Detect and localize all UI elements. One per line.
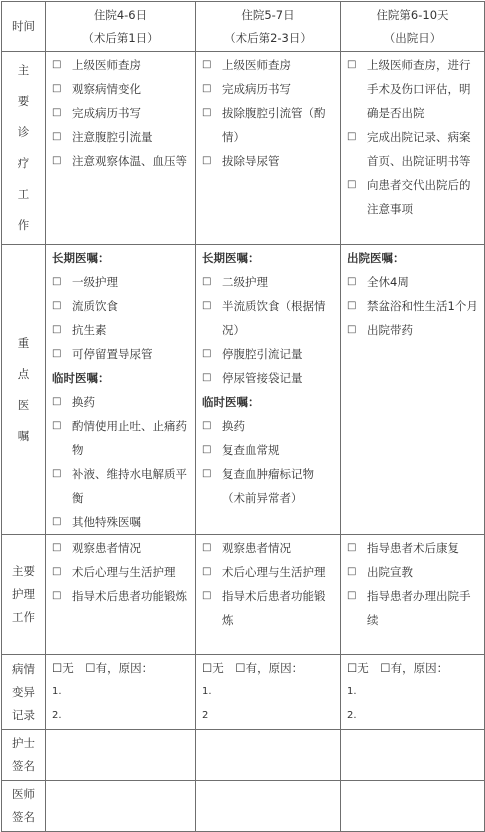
list-item-text: 流质饮食 xyxy=(72,299,118,313)
checkbox-icon: □ xyxy=(52,516,62,527)
nursing-col1 xyxy=(46,535,196,655)
row-label-line: 签名 xyxy=(12,759,35,773)
nursing-row xyxy=(2,535,485,655)
checkbox-icon: □ xyxy=(202,468,212,479)
list-item-text: 酌情使用止吐、止痛药物 xyxy=(72,419,187,457)
orders-row xyxy=(2,245,485,535)
list-item-text: 换药 xyxy=(222,419,245,433)
list-item xyxy=(347,318,480,342)
list-item-text: 可停留置导尿管 xyxy=(72,347,153,361)
list-item-text: 半流质饮食（根据情况） xyxy=(222,299,326,337)
variance-choice: ☐无 ☐有，原因： xyxy=(347,661,449,675)
list-item xyxy=(347,125,480,173)
list-item xyxy=(52,53,191,77)
checkbox-icon: □ xyxy=(202,155,212,166)
row-label-line: 主要 xyxy=(12,564,35,578)
row-label-line: 疗 xyxy=(17,156,30,170)
long-term-orders-list xyxy=(202,270,336,390)
checkbox-icon: □ xyxy=(52,420,62,431)
list-item-text: 二级护理 xyxy=(222,275,268,289)
row-label-line: 工作 xyxy=(12,610,35,624)
doctor-sign-row xyxy=(2,781,485,832)
list-item xyxy=(202,438,336,462)
diagnosis-col2 xyxy=(196,52,341,245)
list-item-text: 术后心理与生活护理 xyxy=(222,565,326,579)
list-item-text: 指导术后患者功能锻炼 xyxy=(72,589,187,603)
discharge-orders-list xyxy=(347,270,480,342)
row-label-line: 嘱 xyxy=(17,428,30,443)
diagnosis-row xyxy=(2,52,485,245)
checkbox-icon: □ xyxy=(202,276,212,287)
long-term-orders-title: 长期医嘱： xyxy=(52,251,110,265)
row-label-line: 医 xyxy=(17,397,30,412)
row-label-line: 要 xyxy=(17,94,30,108)
diagnosis-col1 xyxy=(46,52,196,245)
checkbox-icon: □ xyxy=(347,590,357,601)
checkbox-icon: □ xyxy=(202,444,212,455)
list-item-text: 上级医师查房 xyxy=(72,58,141,72)
header-row xyxy=(2,2,485,52)
nurse-sign-col3 xyxy=(341,730,485,781)
list-item-text: 全休4周 xyxy=(367,275,409,289)
list-item-text: 复查血常规 xyxy=(222,443,280,457)
checkbox-icon: □ xyxy=(202,107,212,118)
list-item-text: 出院带药 xyxy=(367,323,413,337)
checkbox-icon: □ xyxy=(202,542,212,553)
list-item-text: 禁盆浴和性生活1个月 xyxy=(367,299,478,313)
list-item xyxy=(347,560,480,584)
discharge-orders-title: 出院医嘱： xyxy=(347,251,405,265)
list-item-text: 指导患者办理出院手续 xyxy=(367,589,471,627)
list-item xyxy=(347,270,480,294)
list-item-text: 完成出院记录、病案首页、出院证明书等 xyxy=(367,130,471,168)
list-item-text: 观察患者情况 xyxy=(222,541,291,555)
list-item xyxy=(52,125,191,149)
list-item-text: 拔除导尿管 xyxy=(222,154,280,168)
list-item xyxy=(347,53,480,125)
nursing-col3 xyxy=(341,535,485,655)
list-item xyxy=(52,536,191,560)
list-item xyxy=(52,342,191,366)
list-item-text: 一级护理 xyxy=(72,275,118,289)
list-item xyxy=(202,77,336,101)
checkbox-icon: □ xyxy=(52,155,62,166)
checkbox-icon: □ xyxy=(347,59,357,70)
variance-col3 xyxy=(341,655,485,730)
list-item-text: 注意腹腔引流量 xyxy=(72,130,153,144)
list-item-text: 其他特殊医嘱 xyxy=(72,515,141,529)
checkbox-icon: □ xyxy=(52,396,62,407)
checkbox-icon: □ xyxy=(52,131,62,142)
list-item-text: 复查血肿瘤标记物（术前异常者） xyxy=(222,467,314,505)
row-label-line: 主 xyxy=(17,63,30,77)
row-label-line: 作 xyxy=(17,218,30,232)
list-item-text: 上级医师查房 xyxy=(222,58,291,72)
list-item xyxy=(52,584,191,608)
checkbox-icon: □ xyxy=(52,324,62,335)
list-item xyxy=(52,390,191,414)
list-item xyxy=(202,462,336,510)
time-header: 时间 xyxy=(2,2,46,52)
checkbox-icon: □ xyxy=(347,179,357,190)
orders-col2 xyxy=(196,245,341,535)
checkbox-icon: □ xyxy=(202,566,212,577)
checkbox-icon: □ xyxy=(202,348,212,359)
checkbox-icon: □ xyxy=(52,300,62,311)
list-item xyxy=(52,101,191,125)
list-item xyxy=(202,536,336,560)
checkbox-icon: □ xyxy=(52,83,62,94)
checkbox-icon: □ xyxy=(202,420,212,431)
row-label-line: 护理 xyxy=(12,587,35,601)
list-item xyxy=(52,560,191,584)
list-item xyxy=(202,584,336,632)
checkbox-icon: □ xyxy=(52,468,62,479)
list-item xyxy=(202,270,336,294)
list-item xyxy=(202,294,336,342)
checkbox-icon: □ xyxy=(202,590,212,601)
diagnosis-label xyxy=(2,52,46,245)
variance-col1 xyxy=(46,655,196,730)
list-item xyxy=(52,414,191,462)
list-item-text: 完成病历书写 xyxy=(222,82,291,96)
list-item-text: 完成病历书写 xyxy=(72,106,141,120)
row-label-line: 护士 xyxy=(12,736,35,750)
list-item xyxy=(52,294,191,318)
list-item-text: 注意观察体温、血压等 xyxy=(72,154,187,168)
long-term-orders-list xyxy=(52,270,191,366)
row-label-line: 病情 xyxy=(12,661,35,676)
variance-line-1: 1. xyxy=(202,686,212,697)
nursing-label xyxy=(2,535,46,655)
list-item xyxy=(202,53,336,77)
variance-choice: ☐无 ☐有，原因： xyxy=(202,661,304,675)
variance-row xyxy=(2,655,485,730)
list-item-text: 停尿管接袋记量 xyxy=(222,371,303,385)
doctor-sign-col1 xyxy=(46,781,196,832)
variance-choice: ☐无 ☐有，原因： xyxy=(52,661,154,675)
variance-col2 xyxy=(196,655,341,730)
list-item-text: 停腹腔引流记量 xyxy=(222,347,303,361)
list-item-text: 上级医师查房，进行手术及伤口评估，明确是否出院 xyxy=(367,58,471,120)
doctor-sign-col2 xyxy=(196,781,341,832)
orders-col1 xyxy=(46,245,196,535)
list-item xyxy=(52,510,191,534)
row-label-line: 诊 xyxy=(17,125,30,139)
variance-line-1: 1. xyxy=(347,686,357,697)
list-item xyxy=(347,294,480,318)
checkbox-icon: □ xyxy=(52,348,62,359)
row-label-line: 签名 xyxy=(12,810,35,824)
col2-header: 住院5-7日 （术后第2-3日） xyxy=(196,2,341,52)
list-item xyxy=(52,77,191,101)
row-label-line: 点 xyxy=(17,366,30,381)
list-item xyxy=(202,101,336,149)
list-item xyxy=(202,366,336,390)
checkbox-icon: □ xyxy=(52,566,62,577)
row-label-line: 工 xyxy=(17,187,30,201)
list-item-text: 观察病情变化 xyxy=(72,82,141,96)
list-item-text: 向患者交代出院后的注意事项 xyxy=(367,178,471,216)
clinical-pathway-table xyxy=(1,1,485,832)
col1-header: 住院4-6日 （术后第1日） xyxy=(46,2,196,52)
checkbox-icon: □ xyxy=(347,300,357,311)
checkbox-icon: □ xyxy=(202,300,212,311)
checkbox-icon: □ xyxy=(202,59,212,70)
orders-col3 xyxy=(341,245,485,535)
list-item xyxy=(52,462,191,510)
temporary-orders-list xyxy=(202,414,336,510)
doctor-sign-col3 xyxy=(341,781,485,832)
temporary-orders-list xyxy=(52,390,191,534)
checkbox-icon: □ xyxy=(52,590,62,601)
checkbox-icon: □ xyxy=(202,83,212,94)
diagnosis-col3 xyxy=(341,52,485,245)
variance-line-2: 2. xyxy=(347,710,357,721)
list-item xyxy=(52,270,191,294)
nurse-sign-col1 xyxy=(46,730,196,781)
orders-label xyxy=(2,245,46,535)
temporary-orders-title: 临时医嘱： xyxy=(52,371,110,385)
list-item-text: 抗生素 xyxy=(72,323,107,337)
list-item xyxy=(52,318,191,342)
variance-line-2: 2. xyxy=(52,710,62,721)
list-item-text: 拔除腹腔引流管（酌情） xyxy=(222,106,326,144)
list-item xyxy=(347,173,480,221)
nurse-sign-row xyxy=(2,730,485,781)
list-item-text: 指导患者术后康复 xyxy=(367,541,459,555)
variance-line-2: 2 xyxy=(202,710,209,721)
checkbox-icon: □ xyxy=(347,276,357,287)
list-item-text: 观察患者情况 xyxy=(72,541,141,555)
row-label-line: 重 xyxy=(17,335,30,350)
list-item xyxy=(202,414,336,438)
row-label-line: 记录 xyxy=(12,707,35,722)
checkbox-icon: □ xyxy=(347,131,357,142)
variance-line-1: 1. xyxy=(52,686,62,697)
list-item-text: 补液、维持水电解质平衡 xyxy=(72,467,187,505)
list-item-text: 术后心理与生活护理 xyxy=(72,565,176,579)
list-item xyxy=(347,584,480,632)
checkbox-icon: □ xyxy=(52,276,62,287)
row-label-line: 变异 xyxy=(12,684,35,699)
long-term-orders-title: 长期医嘱： xyxy=(202,251,260,265)
list-item xyxy=(202,149,336,173)
checkbox-icon: □ xyxy=(52,107,62,118)
checkbox-icon: □ xyxy=(347,566,357,577)
list-item-text: 出院宣教 xyxy=(367,565,413,579)
list-item-text: 指导术后患者功能锻炼 xyxy=(222,589,326,627)
variance-label xyxy=(2,655,46,730)
nurse-sign-label xyxy=(2,730,46,781)
checkbox-icon: □ xyxy=(52,542,62,553)
list-item xyxy=(52,149,191,173)
temporary-orders-title: 临时医嘱： xyxy=(202,395,260,409)
nurse-sign-col2 xyxy=(196,730,341,781)
list-item xyxy=(202,560,336,584)
checkbox-icon: □ xyxy=(52,59,62,70)
nursing-col2 xyxy=(196,535,341,655)
list-item-text: 换药 xyxy=(72,395,95,409)
checkbox-icon: □ xyxy=(347,542,357,553)
checkbox-icon: □ xyxy=(202,372,212,383)
row-label-line: 医师 xyxy=(12,787,35,801)
list-item xyxy=(202,342,336,366)
list-item xyxy=(347,536,480,560)
doctor-sign-label xyxy=(2,781,46,832)
col3-header: 住院第6-10天 （出院日） xyxy=(341,2,485,52)
checkbox-icon: □ xyxy=(347,324,357,335)
